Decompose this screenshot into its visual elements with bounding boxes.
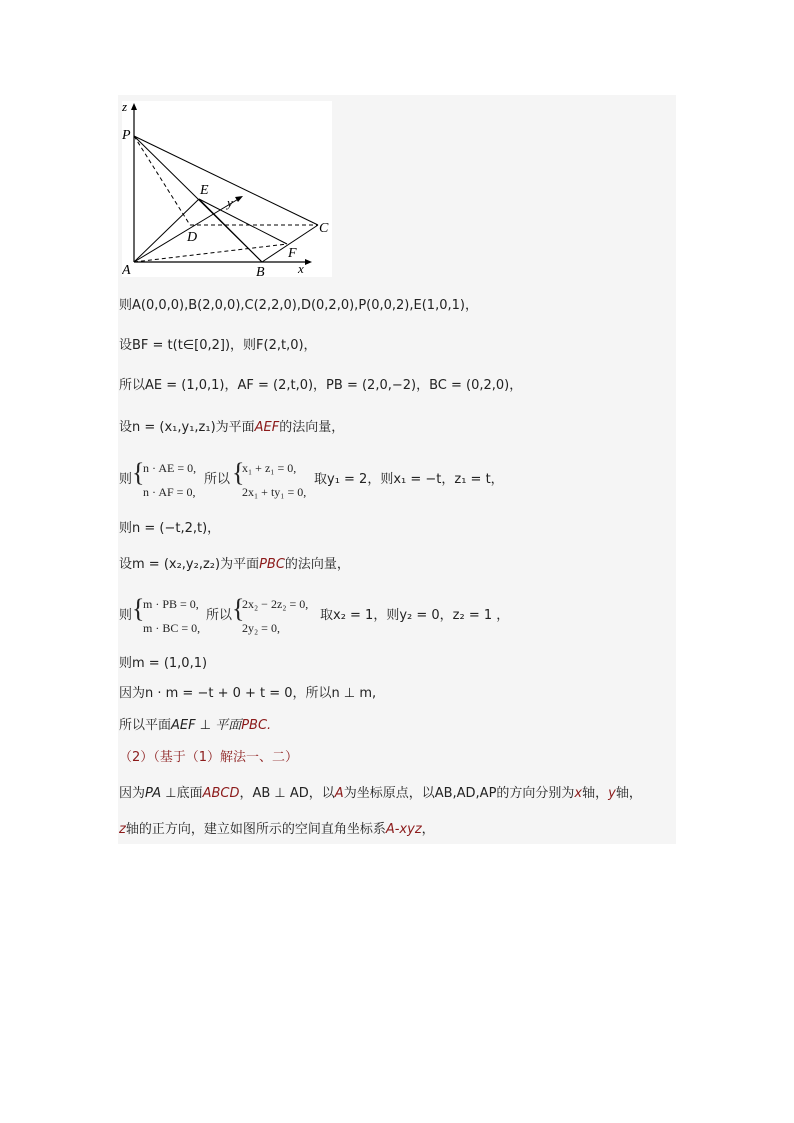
label-y: y: [227, 195, 233, 210]
line-system-m: [119, 608, 132, 624]
text: ，: [421, 822, 435, 837]
brace: {: [132, 458, 145, 487]
brace: {: [232, 594, 245, 623]
brace: {: [132, 594, 145, 623]
text: AEF ⊥ 平面: [171, 718, 242, 733]
line-because-pa: [119, 786, 642, 802]
line-set-bf: 设BF = t(t∈[0,2])，则F(2,t,0)，: [119, 338, 317, 353]
line-normal-n: [119, 420, 344, 436]
geometry-figure: [122, 101, 332, 277]
text: 取x₂ = 1，则y₂ = 0，z₂ = 1 ，: [320, 608, 510, 623]
text: 底面: [176, 786, 203, 801]
plane-aef: AEF: [254, 420, 280, 435]
line-n-result: 则n = (−t,2,t)，: [119, 521, 221, 536]
plane-pbc: PBC.: [241, 718, 272, 733]
line-m-result: 则m = (1,0,1): [119, 656, 208, 671]
base-abcd: ABCD: [202, 786, 240, 801]
line-vectors: 所以AE = (1,0,1)，AF = (2,t,0)，PB = (2,0,−2)，BC = (0,2,0)，: [119, 378, 523, 393]
text: 的法向量，: [279, 420, 345, 435]
label-e: E: [200, 183, 209, 198]
text: 则: [119, 608, 133, 623]
brace: {: [232, 458, 245, 487]
text: 设n = (x₁,y₁,z₁)为平面: [119, 420, 255, 435]
text: 则: [119, 472, 133, 487]
text: 轴的正方向，建立如图所示的空间直角坐标系: [125, 822, 386, 837]
edge-af: [134, 244, 287, 262]
line-system-n: [119, 472, 132, 488]
eq-2x1-ty1: 2x₁ + ty₁ = 0,: [242, 485, 307, 499]
plane-pbc: PBC: [259, 557, 285, 572]
label-p: P: [122, 128, 131, 143]
eq-x1-z1: x₁ + z₁ = 0,: [242, 461, 297, 475]
z-axis-arrow: [131, 103, 137, 110]
line-part2-heading: （2）（基于（1）解法一、二）: [119, 750, 299, 765]
text: 所以平面: [119, 718, 172, 733]
text: 为坐标原点，以AB,AD,AP的方向分别为: [343, 786, 575, 801]
eq-m-pb: m · PB = 0,: [143, 597, 199, 611]
axis-x: x: [574, 786, 583, 801]
label-z: z: [122, 101, 128, 114]
text: 设m = (x₂,y₂,z₂)为平面: [119, 557, 260, 572]
line-coordinates: 则A(0,0,0),B(2,0,0),C(2,2,0),D(0,2,0),P(0,0,2),E(1,0,1)，: [119, 298, 478, 313]
edge-ef: [199, 199, 287, 244]
system-a-xyz: A-xyz: [385, 822, 422, 837]
label-x: x: [298, 261, 304, 276]
x-axis-arrow: [305, 259, 312, 265]
label-c: C: [319, 221, 329, 236]
eq-n-ae: n · AE = 0,: [143, 461, 197, 475]
text: 因为: [119, 786, 146, 801]
y-axis-arrow: [235, 196, 243, 202]
text: 轴，: [615, 786, 642, 801]
text: 所以: [206, 608, 233, 623]
line-conclusion: [119, 718, 271, 734]
label-a: A: [122, 263, 131, 277]
text: 所以: [204, 472, 231, 487]
line-perpendicular: 因为n · m = −t + 0 + t = 0，所以n ⊥ m,: [119, 686, 377, 701]
eq-n-af: n · AF = 0,: [143, 485, 196, 499]
label-f: F: [288, 246, 297, 261]
text: 取y₁ = 2，则x₁ = −t，z₁ = t，: [314, 472, 504, 487]
text: 轴，: [582, 786, 609, 801]
line-normal-m: [119, 557, 350, 573]
pyramid-diagram: [122, 101, 332, 277]
axis-y: y: [608, 786, 616, 801]
line-coordinate-system: [119, 822, 435, 838]
eq-2x2-2z2: 2x₂ − 2z₂ = 0,: [242, 597, 309, 611]
text: ，AB ⊥ AD，以: [239, 786, 335, 801]
label-b: B: [256, 265, 265, 277]
axis-z: z: [119, 822, 126, 837]
text: PA ⊥: [145, 786, 177, 801]
text: 的法向量，: [284, 557, 350, 572]
eq-2y2: 2y₂ = 0,: [242, 621, 280, 635]
label-d: D: [187, 230, 198, 245]
origin-a: A: [334, 786, 344, 801]
eq-m-bc: m · BC = 0,: [143, 621, 201, 635]
